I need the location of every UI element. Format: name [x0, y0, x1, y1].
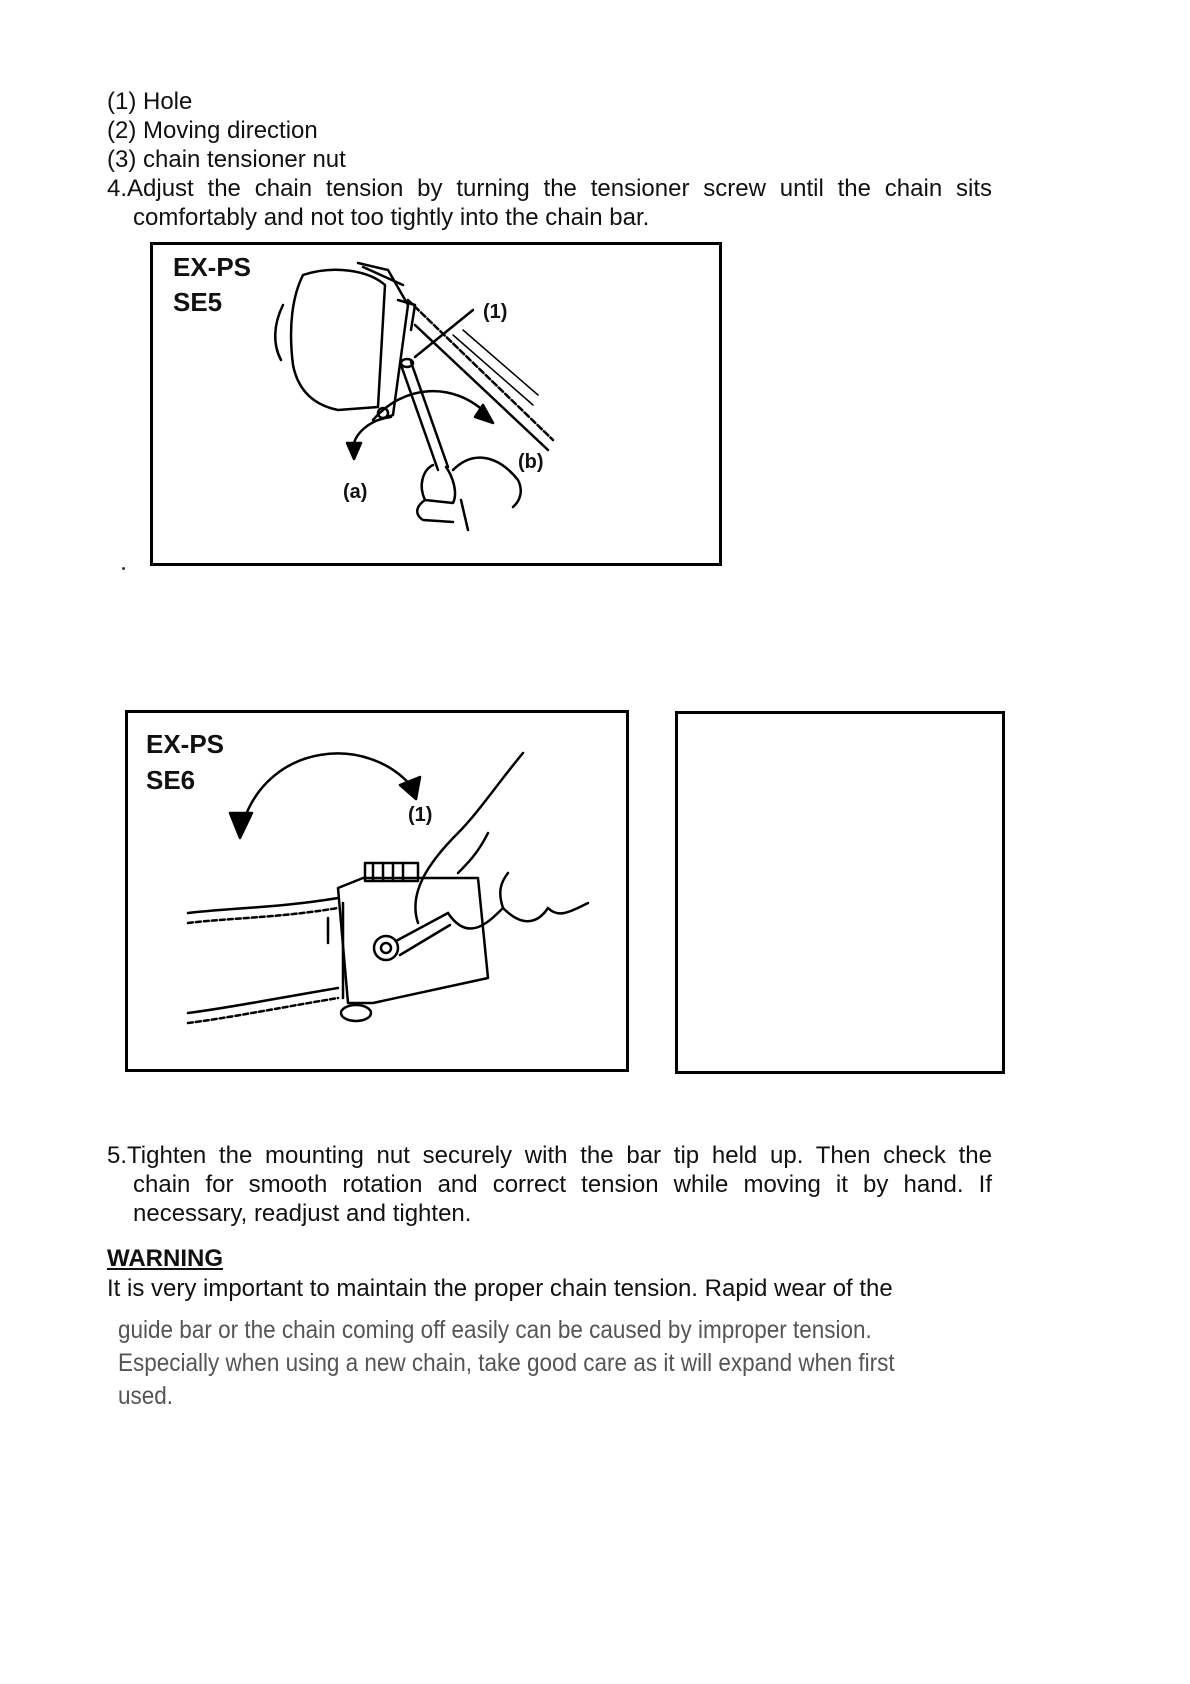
- warning-line3: Especially when using a new chain, take good care as it will expand when first: [118, 1349, 895, 1377]
- legend-item-moving-direction: (2) Moving direction: [107, 117, 318, 144]
- figure-se5-label-a: (a): [343, 481, 368, 503]
- step4-line2: comfortably and not too tightly into the chain bar.: [133, 204, 650, 231]
- figure-se5-illustration: [153, 245, 719, 563]
- legend-item-tensioner-nut: (3) chain tensioner nut: [107, 146, 346, 173]
- warning-line4: used.: [118, 1382, 174, 1410]
- step5-line1: 5.Tighten the mounting nut securely with the bar tip held up. Then check the: [107, 1142, 992, 1169]
- warning-line1: It is very important to maintain the proper chain tension. Rapid wear of the: [107, 1275, 893, 1302]
- step4-line1: 4.Adjust the chain tension by turning the tensioner screw until the chain sits: [107, 175, 992, 202]
- figure-se6-model: EX-PS: [146, 729, 225, 759]
- figure-se6-label-1: (1): [408, 804, 433, 826]
- stray-dot: [122, 567, 125, 570]
- figure-se6: [125, 710, 629, 1072]
- step5-line3: necessary, readjust and tighten.: [133, 1200, 472, 1227]
- empty-figure-box: [675, 711, 1005, 1074]
- figure-se5-code: SE5: [173, 287, 223, 317]
- figure-se6-illustration: [128, 713, 626, 1069]
- figure-se5-model: EX-PS: [173, 252, 252, 282]
- figure-se5: [150, 242, 722, 566]
- figure-se5-label-1: (1): [483, 301, 508, 323]
- warning-line2: guide bar or the chain coming off easily can be caused by improper tension.: [118, 1316, 872, 1344]
- warning-heading: WARNING: [107, 1245, 223, 1272]
- legend-item-hole: (1) Hole: [107, 88, 193, 115]
- figure-se6-code: SE6: [146, 765, 196, 795]
- step5-line2: chain for smooth rotation and correct tension while moving it by hand. If: [133, 1171, 992, 1198]
- figure-se5-label-b: (b): [518, 451, 544, 473]
